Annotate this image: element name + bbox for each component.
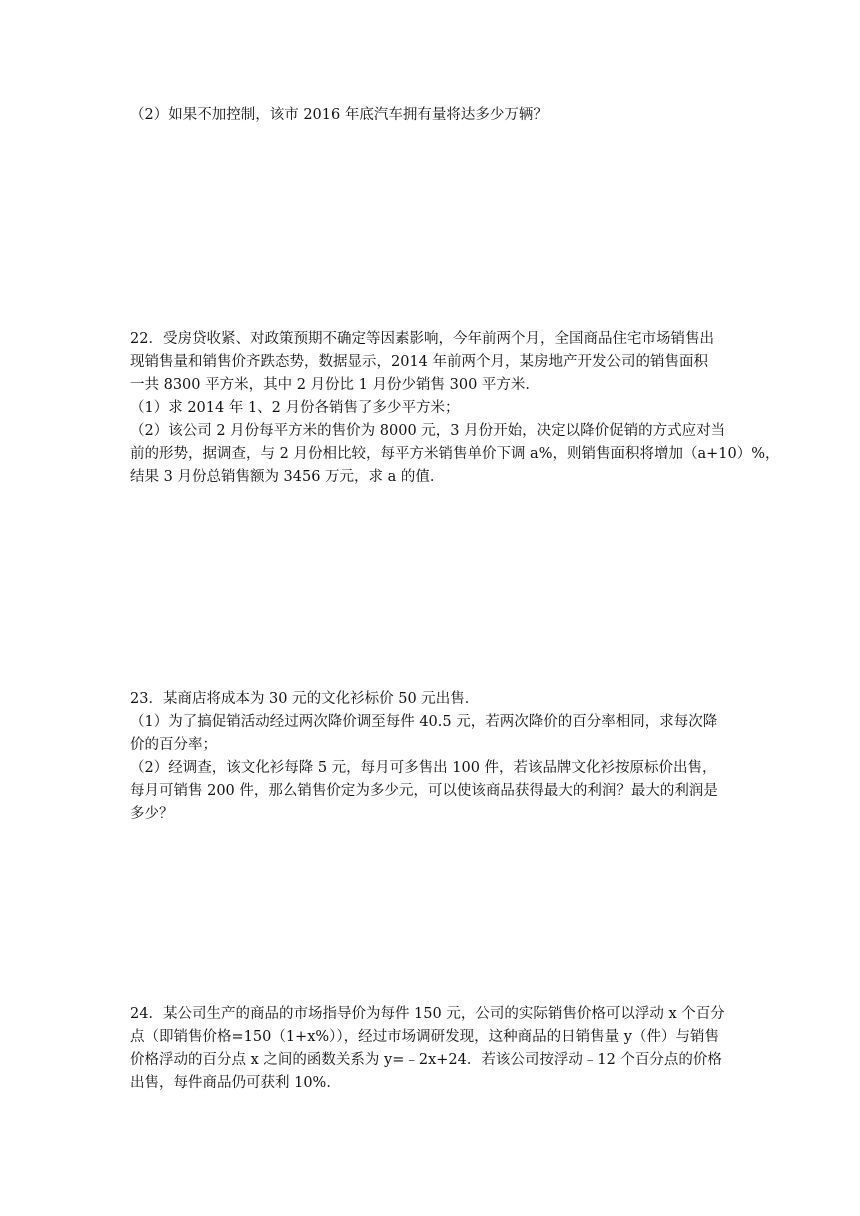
question-23-part-2-line-2: 每月可销售 200 件，那么销售价定为多少元，可以使该商品获得最大的利润？最大的利润是 <box>130 783 718 799</box>
question-23-part-2-line-1: （2）经调查，该文化衫每降 5 元，每月可多售出 100 件，若该品牌文化衫按原标价出售， <box>130 760 717 776</box>
question-23-part-1-line-2: 价的百分率； <box>130 737 217 753</box>
question-22-part-2-line-3: 结果 3 月份总销售额为 3456 万元，求 a 的值． <box>130 469 445 485</box>
question-24-line-3: 价格浮动的百分点 x 之间的函数关系为 y=﹣2x+24．若该公司按浮动﹣12 个百分点的价格 <box>130 1052 722 1068</box>
question-22-part-2-line-1: （2）该公司 2 月份每平方米的售价为 8000 元，3 月份开始，决定以降价促销的方式应对当 <box>130 423 726 439</box>
question-22-part-1: （1）求 2014 年 1、2 月份各销售了多少平方米； <box>130 400 460 416</box>
question-23-part-1-line-1: （1）为了搞促销活动经过两次降价调至每件 40.5 元，若两次降价的百分率相同，求每次降 <box>130 714 718 730</box>
question-23-part-2-line-3: 多少？ <box>130 806 174 822</box>
question-23-line-1: 23．某商店将成本为 30 元的文化衫标价 50 元出售． <box>130 691 480 707</box>
question-22-line-3: 一共 8300 平方米，其中 2 月份比 1 月份少销售 300 平方米． <box>130 377 540 393</box>
question-22-part-2-line-2: 前的形势，据调查，与 2 月份相比较，每平方米销售单价下调 a%，则销售面积将增加（a+10）%， <box>130 446 780 462</box>
question-21-part-2: （2）如果不加控制，该市 2016 年底汽车拥有量将达多少万辆？ <box>130 107 548 123</box>
question-24-line-4: 出售，每件商品仍可获利 10%． <box>130 1075 341 1091</box>
question-22-line-2: 现销售量和销售价齐跌态势，数据显示，2014 年前两个月，某房地产开发公司的销售面积 <box>130 354 709 370</box>
question-22-line-1: 22．受房贷收紧、对政策预期不确定等因素影响，今年前两个月，全国商品住宅市场销售出 <box>130 331 714 347</box>
question-24-line-1: 24．某公司生产的商品的市场指导价为每件 150 元，公司的实际销售价格可以浮动 x 个百分 <box>130 1006 725 1022</box>
question-24-line-2: 点（即销售价格=150（1+x%）），经过市场调研发现，这种商品的日销售量 y（件）与销售 <box>130 1029 719 1045</box>
